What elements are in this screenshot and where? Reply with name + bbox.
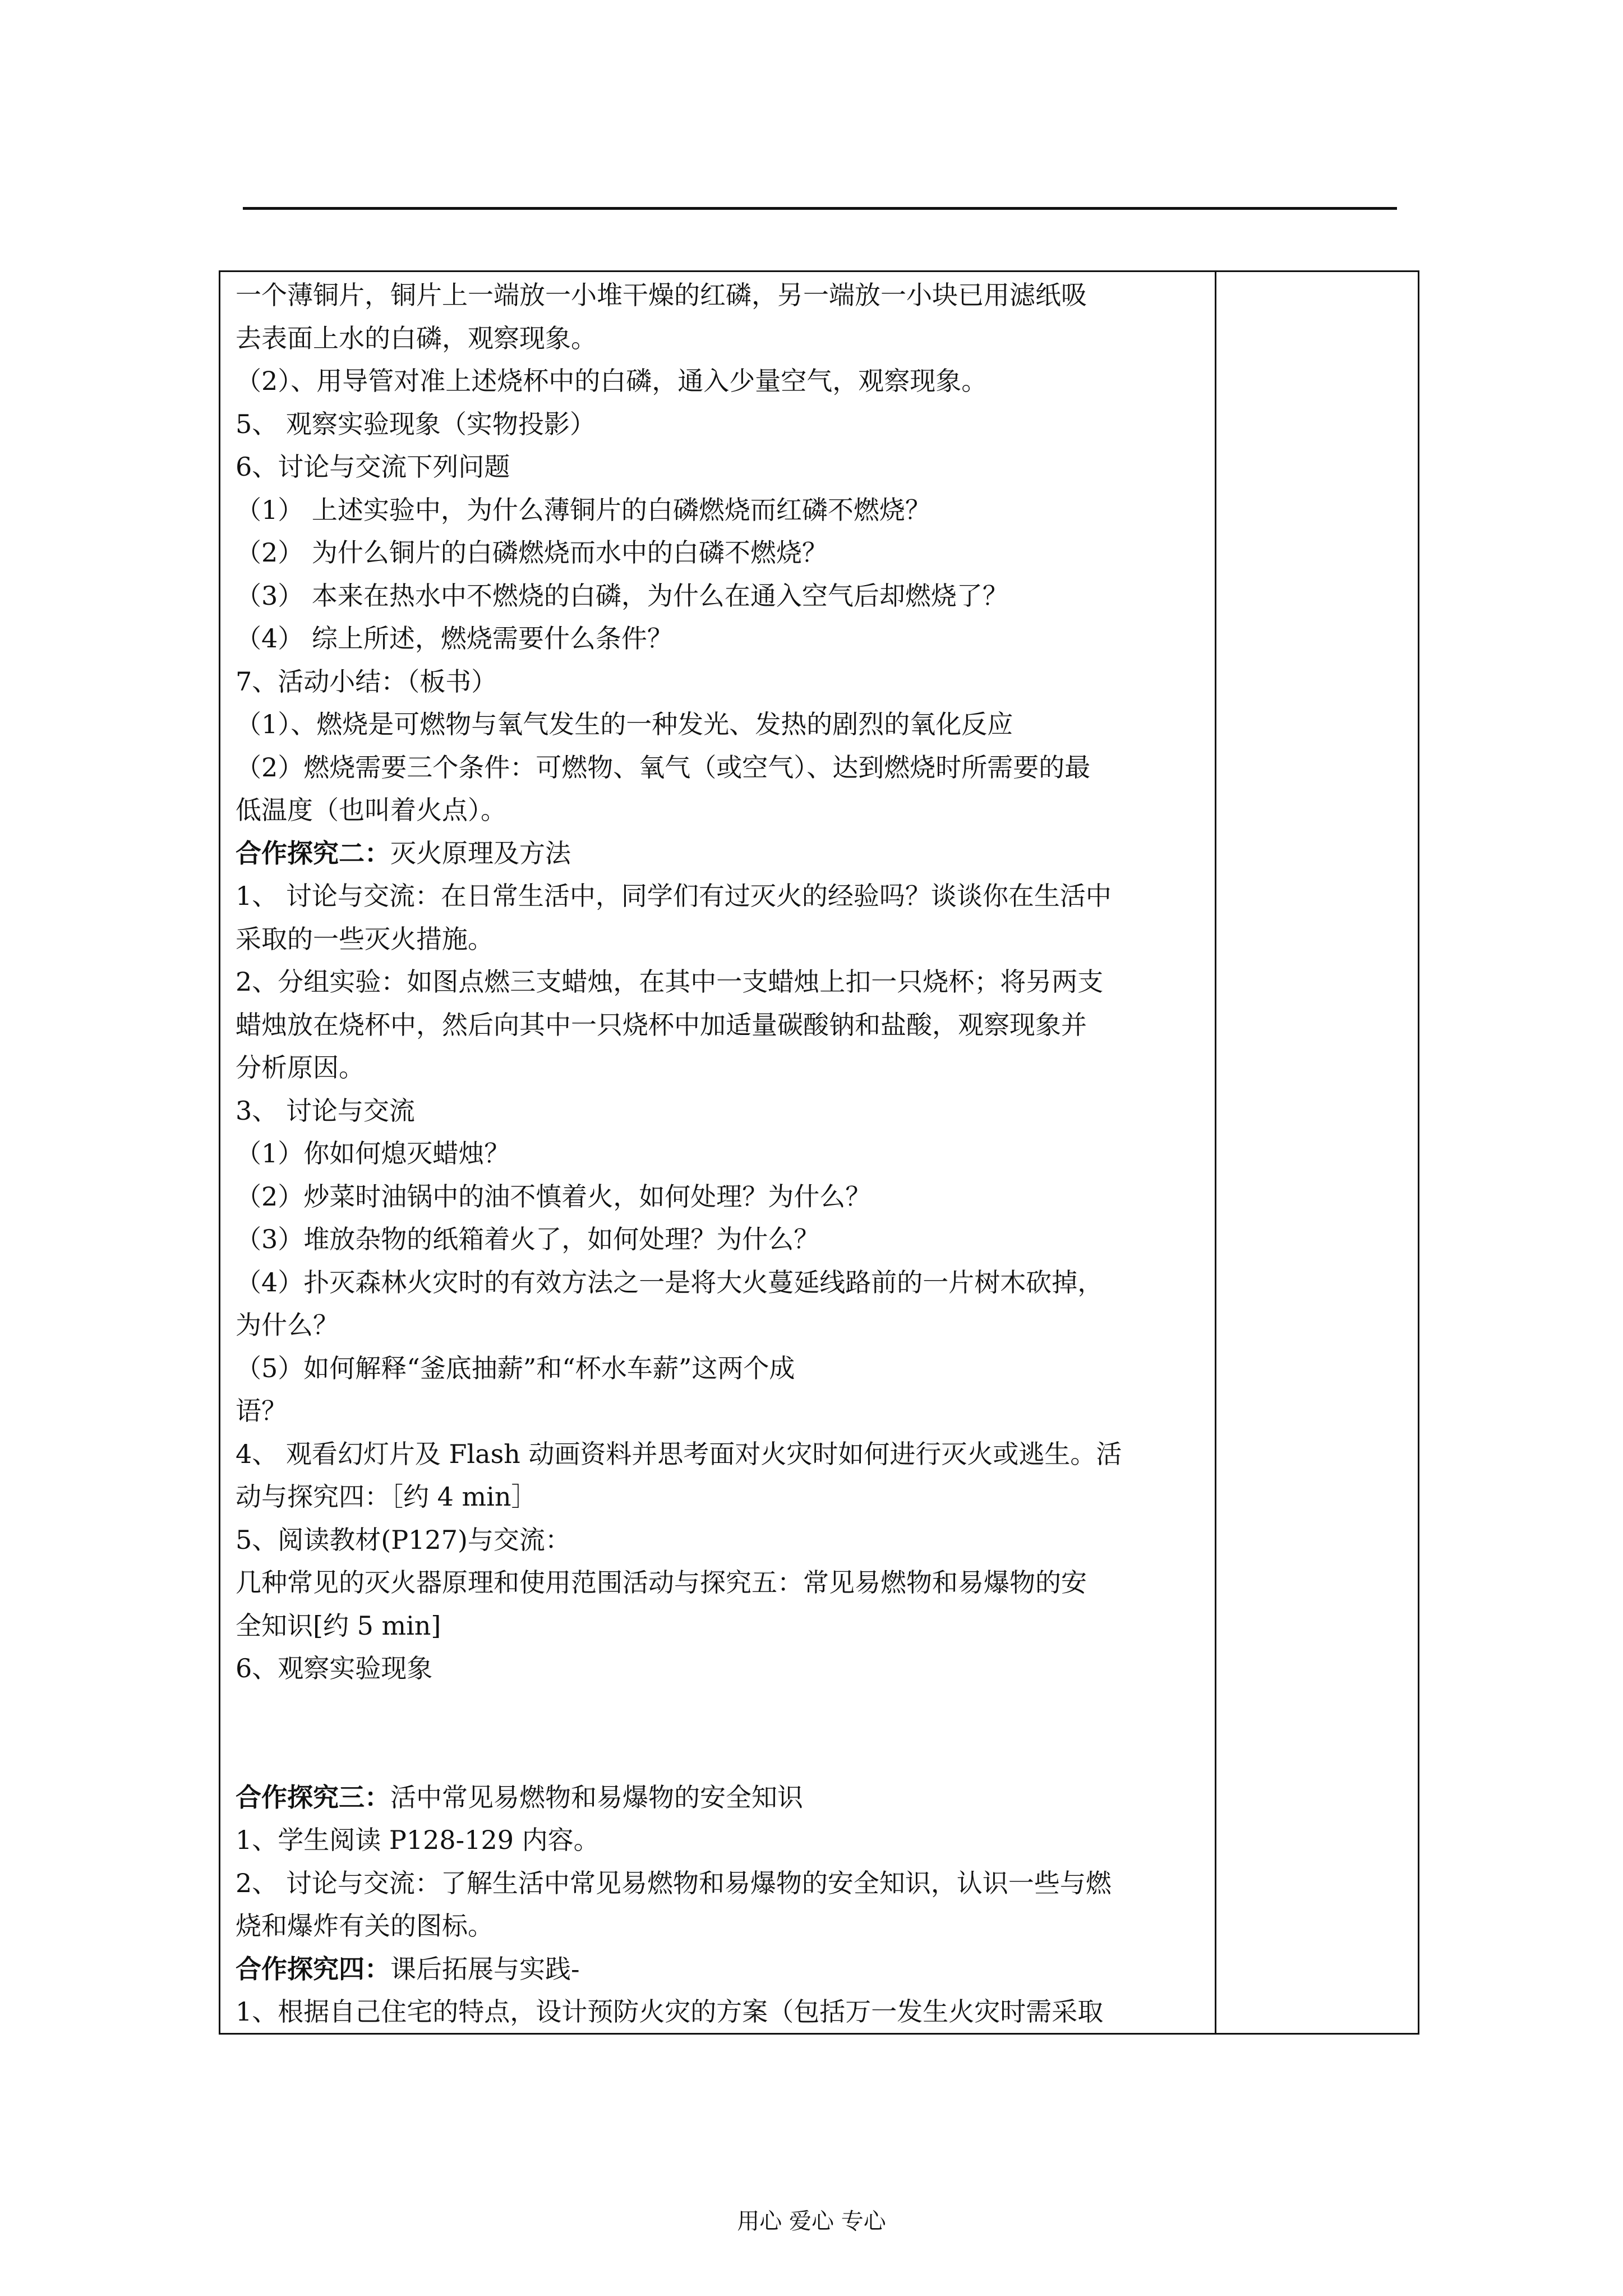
section-heading: 合作探究四： — [236, 1953, 390, 1984]
content-line — [236, 1733, 1209, 1776]
content-line: （2） 为什么铜片的白磷燃烧而水中的白磷不燃烧？ — [236, 537, 828, 568]
content-line: （5）如何解释“釜底抽薪”和“杯水车薪”这两个成 — [236, 1352, 795, 1383]
content-line: （4） 综上所述，燃烧需要什么条件？ — [236, 623, 673, 654]
content-line — [236, 1948, 1209, 1991]
content-line: 3、 讨论与交流 — [236, 1095, 415, 1126]
section-heading-text: 活中常见易燃物和易爆物的安全知识 — [390, 1782, 803, 1812]
content-line: （2）炒菜时油锅中的油不慎着火，如何处理？为什么？ — [236, 1181, 872, 1212]
section-heading: 合作探究二： — [236, 838, 390, 868]
content-line: 4、 观看幻灯片及 Flash 动画资料并思考面对火灾时如何进行灭火或逃生。活 — [236, 1438, 1122, 1469]
content-line — [236, 1776, 1209, 1819]
content-line: 5、阅读教材(P127)与交流： — [236, 1524, 571, 1555]
content-line: 分析原因。 — [236, 1052, 365, 1083]
content-line: （4）扑灭森林火灾时的有效方法之一是将大火蔓延线路前的一片树木砍掉， — [236, 1267, 1104, 1297]
page-footer: 用心 爱心 专心 — [737, 2208, 886, 2234]
content-line: 2、 讨论与交流：了解生活中常见易燃物和易爆物的安全知识，认识一些与燃 — [236, 1867, 1112, 1898]
section-heading-text: 课后拓展与实践- — [390, 1953, 580, 1984]
content-line: 为什么？ — [236, 1310, 339, 1340]
content-line: 语？ — [236, 1396, 287, 1426]
content-line: 去表面上水的白磷，观察现象。 — [236, 323, 597, 353]
content-line: 1、学生阅读 P128-129 内容。 — [236, 1825, 600, 1855]
content-line: 几种常见的灭火器原理和使用范围活动与探究五：常见易燃物和易爆物的安 — [236, 1567, 1087, 1598]
content-line: （2）、用导管对准上述烧杯中的白磷，通入少量空气，观察现象。 — [236, 366, 988, 396]
content-line: （3） 本来在热水中不燃烧的白磷，为什么在通入空气后却燃烧了？ — [236, 580, 1008, 611]
content-line: 2、分组实验：如图点燃三支蜡烛，在其中一支蜡烛上扣一只烧杯；将另两支 — [236, 967, 1104, 997]
content-line: （1）你如何熄灭蜡烛？ — [236, 1138, 510, 1168]
content-line: 1、 讨论与交流：在日常生活中，同学们有过灭火的经验吗？谈谈你在生活中 — [236, 881, 1112, 911]
header-rule — [243, 207, 1397, 210]
content-line: （1）、燃烧是可燃物与氧气发生的一种发光、发热的剧烈的氧化反应 — [236, 709, 1013, 739]
content-line: 6、讨论与交流下列问题 — [236, 452, 510, 482]
content-line: 7、活动小结：（板书） — [236, 666, 497, 697]
content-line: 1、根据自己住宅的特点，设计预防火灾的方案（包括万一发生火灾时需采取 — [236, 1996, 1104, 2027]
content-line: 低温度（也叫着火点）。 — [236, 795, 506, 825]
content-line — [236, 1690, 1209, 1733]
section-heading-text: 灭火原理及方法 — [390, 838, 571, 868]
content-line: 全知识[约 5 min] — [236, 1610, 441, 1641]
content-line: （2）燃烧需要三个条件：可燃物、氧气（或空气）、达到燃烧时所需要的最 — [236, 752, 1091, 783]
content-line: （3）堆放杂物的纸箱着火了，如何处理？为什么？ — [236, 1224, 820, 1254]
section-heading: 合作探究三： — [236, 1782, 390, 1812]
lesson-table — [219, 270, 1419, 2035]
content-line: 一个薄铜片，铜片上一端放一小堆干燥的红磷，另一端放一小块已用滤纸吸 — [236, 280, 1087, 310]
content-line: （1） 上述实验中，为什么薄铜片的白磷燃烧而红磷不燃烧？ — [236, 494, 931, 525]
content-line: 烧和爆炸有关的图标。 — [236, 1911, 494, 1941]
lesson-content-cell — [236, 274, 1209, 2033]
content-line: 6、观察实验现象 — [236, 1653, 433, 1683]
content-line — [236, 832, 1209, 875]
table-column-divider — [1215, 272, 1216, 2033]
content-line: 蜡烛放在烧杯中，然后向其中一只烧杯中加适量碳酸钠和盐酸，观察现象并 — [236, 1009, 1087, 1040]
content-line: 采取的一些灭火措施。 — [236, 923, 494, 954]
content-line: 5、 观察实验现象（实物投影） — [236, 408, 596, 439]
content-line: 动与探究四：［约 4 min］ — [236, 1481, 537, 1512]
